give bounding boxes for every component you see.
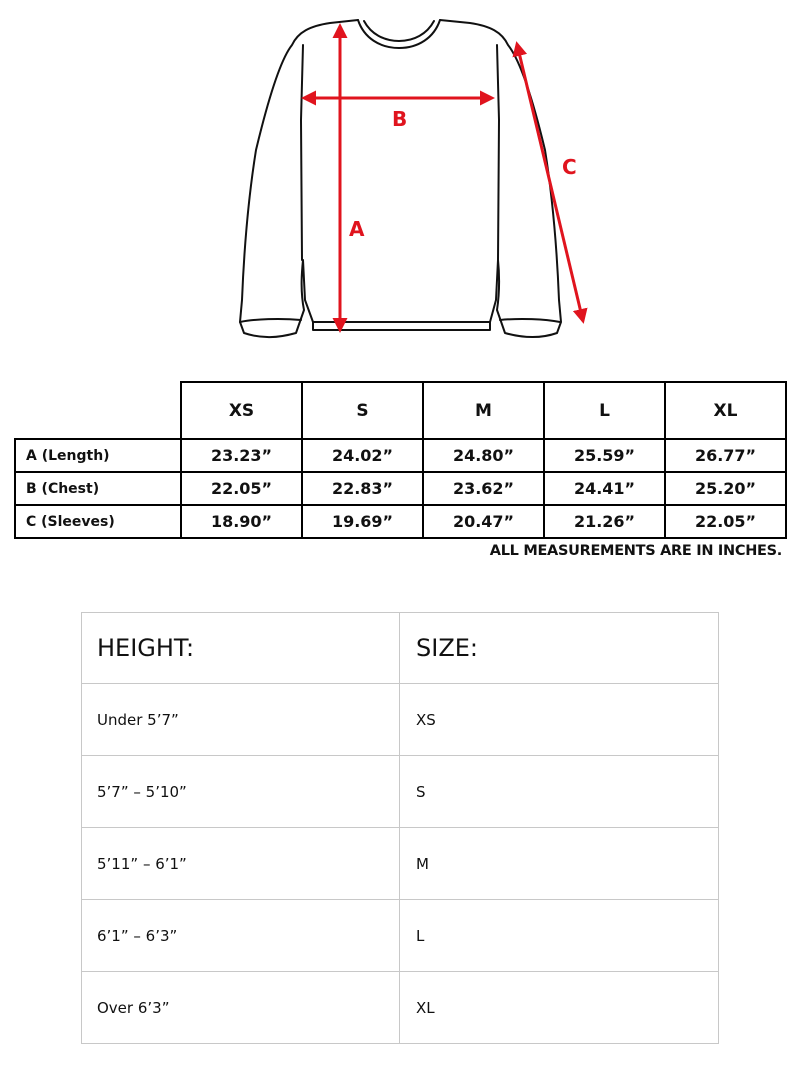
height-cell: 5’7” – 5’10”: [82, 756, 400, 828]
height-size-header-row: [82, 613, 719, 684]
table-row: [82, 684, 719, 756]
header-corner: [15, 382, 181, 439]
size-header-s: S: [302, 382, 423, 439]
measurements-table: [14, 381, 787, 539]
size-cell: XS: [400, 684, 719, 756]
value-cell: 18.90”: [181, 505, 302, 538]
label-c: C: [562, 155, 577, 179]
value-cell: 23.62”: [423, 472, 544, 505]
table-row: [82, 756, 719, 828]
value-cell: 20.47”: [423, 505, 544, 538]
label-b: B: [392, 107, 408, 131]
arrow-c-sleeve: [517, 44, 583, 321]
value-cell: 25.20”: [665, 472, 786, 505]
label-a: A: [349, 217, 365, 241]
size-header-xl: XL: [665, 382, 786, 439]
row-label: B (Chest): [15, 472, 181, 505]
height-cell: Over 6’3”: [82, 972, 400, 1044]
size-header-xs: XS: [181, 382, 302, 439]
height-cell: 5’11” – 6’1”: [82, 828, 400, 900]
row-label: A (Length): [15, 439, 181, 472]
size-header-l: L: [544, 382, 665, 439]
collar-outline: [358, 20, 440, 48]
left-cuff: [240, 319, 301, 322]
size-cell: XL: [400, 972, 719, 1044]
row-label: C (Sleeves): [15, 505, 181, 538]
size-header: SIZE:: [400, 613, 719, 684]
size-cell: L: [400, 900, 719, 972]
right-cuff: [500, 319, 560, 322]
collar-inner: [364, 21, 434, 41]
right-armhole-seam: [497, 45, 499, 260]
value-cell: 24.80”: [423, 439, 544, 472]
size-header-m: M: [423, 382, 544, 439]
table-row: [82, 972, 719, 1044]
height-cell: 6’1” – 6’3”: [82, 900, 400, 972]
sweatshirt-diagram: [0, 0, 800, 370]
value-cell: 24.41”: [544, 472, 665, 505]
value-cell: 21.26”: [544, 505, 665, 538]
height-size-table: [81, 612, 719, 1044]
measurement-units-note: ALL MEASUREMENTS ARE IN INCHES.: [489, 543, 782, 559]
sweatshirt-body-outline: [240, 20, 561, 337]
left-armhole-seam: [301, 45, 303, 260]
value-cell: 23.23”: [181, 439, 302, 472]
table-row: [82, 828, 719, 900]
height-header: HEIGHT:: [82, 613, 400, 684]
value-cell: 22.83”: [302, 472, 423, 505]
value-cell: 24.02”: [302, 439, 423, 472]
table-row: [82, 900, 719, 972]
measurement-row-sleeves: [15, 505, 786, 538]
value-cell: 19.69”: [302, 505, 423, 538]
value-cell: 25.59”: [544, 439, 665, 472]
value-cell: 26.77”: [665, 439, 786, 472]
value-cell: 22.05”: [181, 472, 302, 505]
size-cell: S: [400, 756, 719, 828]
measurements-header-row: [15, 382, 786, 439]
height-cell: Under 5’7”: [82, 684, 400, 756]
measurement-row-length: [15, 439, 786, 472]
value-cell: 22.05”: [665, 505, 786, 538]
size-cell: M: [400, 828, 719, 900]
measurement-row-chest: [15, 472, 786, 505]
